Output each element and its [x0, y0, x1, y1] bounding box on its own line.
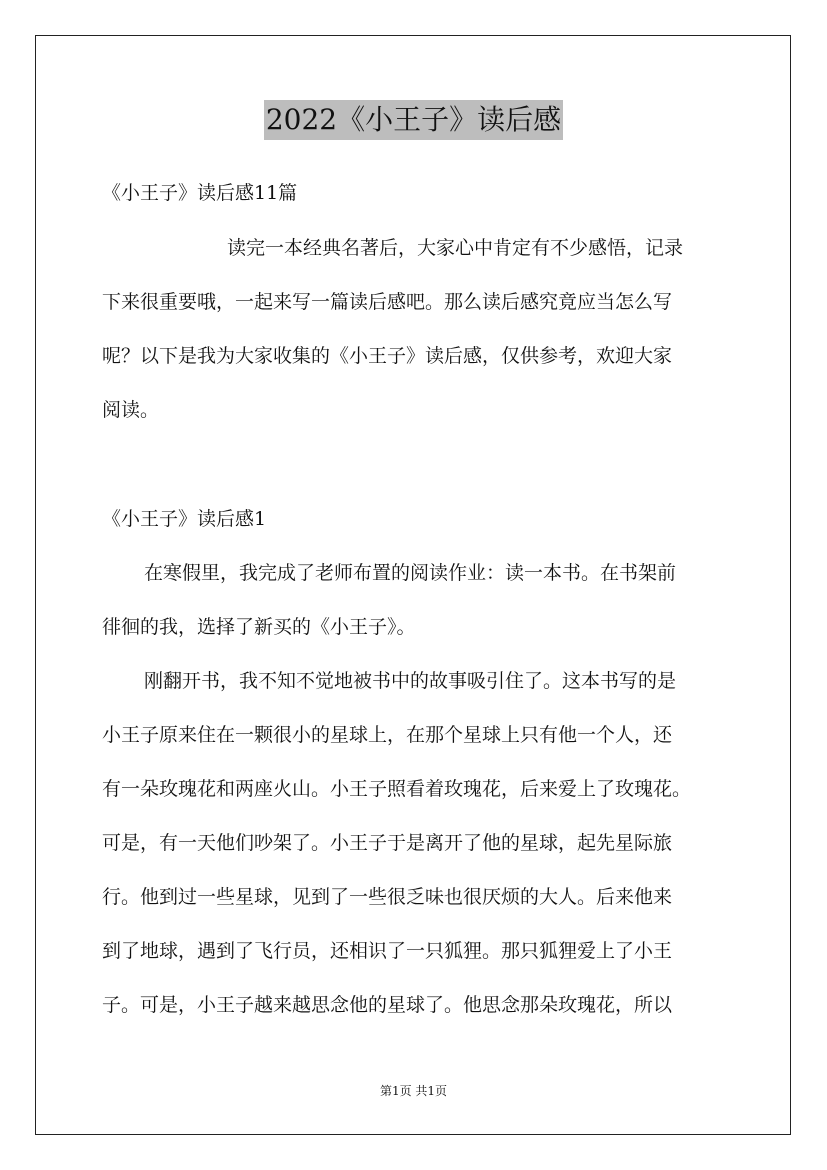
body-line-4: 小王子原来住在一颗很小的星球上，在那个星球上只有他一个人，还 [102, 724, 673, 746]
section-heading: 《小王子》读后感1 [102, 508, 267, 530]
body-line-8: 到了地球，遇到了飞行员，还相识了一只狐狸。那只狐狸爱上了小王 [102, 940, 673, 962]
body-line-9: 子。可是，小王子越来越思念他的星球了。他思念那朵玫瑰花，所以 [102, 994, 673, 1016]
subtitle: 《小王子》读后感11篇 [102, 182, 298, 204]
document-title: 2022《小王子》读后感 [264, 100, 563, 140]
intro-line-4: 阅读。 [102, 399, 160, 421]
intro-line-3: 呢？以下是我为大家收集的《小王子》读后感，仅供参考，欢迎大家 [102, 345, 673, 367]
intro-line-1: 读完一本经典名著后，大家心中肯定有不少感悟，记录 [227, 237, 684, 259]
intro-line-2: 下来很重要哦，一起来写一篇读后感吧。那么读后感究竟应当怎么写 [102, 291, 673, 313]
body-line-2: 徘徊的我，选择了新买的《小王子》。 [102, 616, 416, 638]
body-line-7: 行。他到过一些星球，见到了一些很乏味也很厌烦的大人。后来他来 [102, 886, 673, 908]
page-footer: 第1页 共1页 [379, 1084, 448, 1098]
body-line-3: 刚翻开书，我不知不觉地被书中的故事吸引住了。这本书写的是 [144, 670, 677, 692]
document-title-wrap [0, 100, 827, 140]
body-line-6: 可是，有一天他们吵架了。小王子于是离开了他的星球，起先星际旅 [102, 832, 673, 854]
body-line-1: 在寒假里，我完成了老师布置的阅读作业：读一本书。在书架前 [144, 562, 677, 584]
body-line-5: 有一朵玫瑰花和两座火山。小王子照看着玫瑰花，后来爱上了玫瑰花。 [102, 778, 692, 800]
